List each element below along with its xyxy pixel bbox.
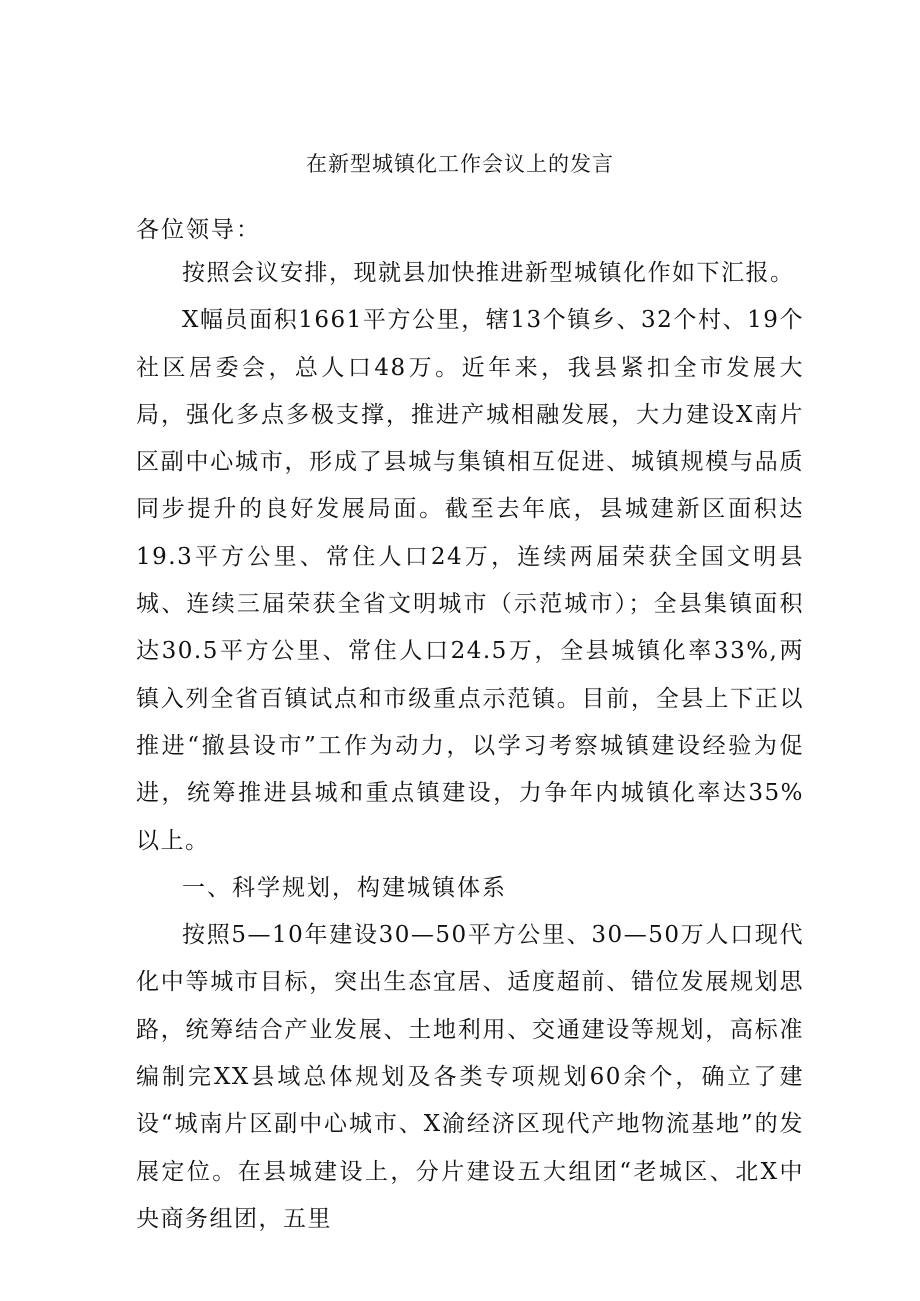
salutation: 各位领导： — [136, 217, 261, 243]
section-heading: 一、科学规划，构建城镇体系 — [182, 874, 507, 901]
paragraph-intro: 按照会议安排，现就县加快推进新型城镇化作如下汇报。 — [182, 260, 795, 286]
paragraph-planning: 按照5—10年建设30—50平方公里、30—50万人口现代化中等城市目标，突出生态宜居、适度超前、错位发展规划思路，统筹结合产业发展、土地利用、交通建设等规划，高标准编制完XX县域总体规划及各类专项规划60余个，确立了建设“城南片区副中心城市、X渝经济区现代产地物流基地”的发展定位。在县城建设上，分片建设五大组团“老城区、北X中央商务组团，五里 — [136, 922, 804, 1232]
document-title: 在新型城镇化工作会议上的发言 — [306, 152, 614, 176]
document-body — [136, 250, 804, 1243]
paragraph-overview: X幅员面积1661平方公里，辖13个镇乡、32个村、19个社区居委会，总人口48万。近年来，我县紧扣全市发展大局，强化多点多极支撑，推进产城相融发展，大力建设X南片区副中心城市，形成了县城与集镇相互促进、城镇规模与品质同步提升的良好发展局面。截至去年底，县城建新区面积达19.3平方公里、常住人口24万，连续两届荣获全国文明县城、连续三届荣获全省文明城市（示范城市）；全县集镇面积达30.5平方公里、常住人口24.5万，全县城镇化率33%,两镇入列全省百镇试点和市级重点示范镇。目前，全县上下正以推进“撤县设市”工作为动力，以学习考察城镇建设经验为促进，统筹推进县城和重点镇建设，力争年内城镇化率达35%以上。 — [136, 307, 804, 854]
